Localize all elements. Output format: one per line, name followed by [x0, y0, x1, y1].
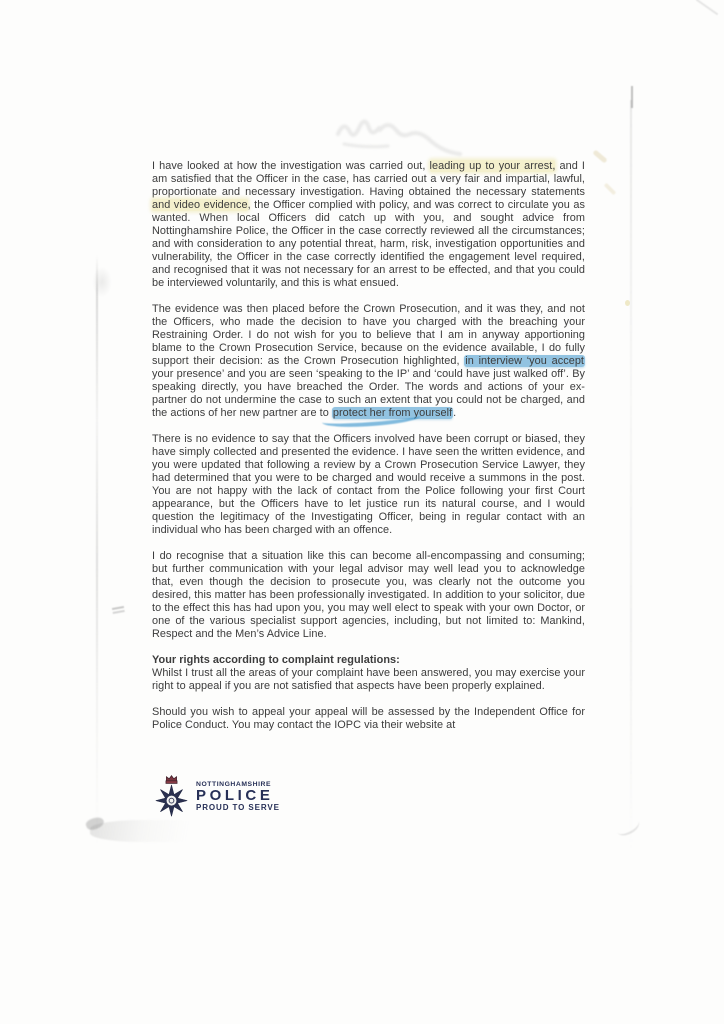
scan-smudge — [90, 820, 220, 842]
logo-police-wordmark: POLICE — [196, 787, 274, 804]
section-heading: Your rights according to complaint regulations: — [152, 654, 400, 666]
scan-mark — [614, 815, 642, 839]
faint-pencil-scribble — [300, 100, 520, 162]
letter-body — [152, 160, 585, 745]
scan-smudge — [88, 260, 116, 304]
yellow-highlight: and video evidence — [152, 199, 248, 211]
paragraph-rights: Whilst I trust all the areas of your complaint have been answered, you may exercise your right to appeal if you are not satisfied that aspects have been properly explained. — [152, 667, 585, 692]
scan-edge-shadow-right — [630, 100, 632, 850]
text-run: The evidence was then placed before the Crown Prosecution, and it was they, and not the Officers, who made the decision to have you charged with the breaching your Restraining Order. I do not wish for you to believe that I am in anyway apportioning blame to the Crown Prosecution Service, because on the evidence available, I do fully support their decision: as the Crown Prosecution highlighted, — [152, 303, 585, 367]
yellow-highlight: leading up to your arrest, — [429, 160, 556, 172]
scan-mark — [696, 0, 718, 15]
paragraph-crown-prosecution — [152, 303, 585, 420]
blue-highlight: in interview ‘you accept — [465, 355, 584, 367]
paragraph-appeal: Should you wish to appeal your appeal will be assessed by the Independent Office for Police Conduct. You may contact the IOPC via their website at — [152, 706, 585, 731]
logo-tagline: PROUD TO SERVE — [196, 803, 280, 812]
text-run: . — [453, 407, 457, 419]
pencil-mark — [112, 606, 124, 610]
scan-edge-shadow-left — [96, 255, 98, 845]
text-run: I have looked at how the investigation was carried out, — [152, 160, 430, 172]
scan-smudge — [85, 815, 106, 832]
text-run: your presence’ and you are seen ‘speaking to the IP’ and ‘could have just walked off’. By speaking directly, you have breached the Order. The words and actions of your ex-partner do not undermine the case to such an extent that you could not be charged, and the actions of her new partner are to — [152, 368, 585, 419]
scan-speck — [625, 300, 630, 306]
blue-highlight-with-tail: protect her from yourself — [332, 407, 453, 419]
logo-force-name: NOTTINGHAMSHIRE — [196, 781, 272, 788]
text-run: and I am satisfied that the Officer in the case, has carried out a very fair and impartial, lawful, proportionate and necessary investigation. Having obtained the necessary statements — [152, 160, 585, 198]
scan-mark — [631, 86, 633, 108]
scan-streak — [604, 183, 617, 196]
text-run: , the Officer complied with policy, and was correct to circulate you as wanted. When local Officers did catch up with you, and sought advice from Nottinghamshire Police, the Officer in the case correctly reviewed all the circumstances; and with consideration to any potential threat, harm, risk, investigation opportunities and vulnerability, the Officer in the case correctly identified the engagement level required, and recognised that it was not necessary for an arrest to be effected, and that you could be interviewed voluntarily, and this is what ensued. — [152, 199, 585, 289]
police-logo-text — [196, 771, 280, 813]
nottinghamshire-police-logo — [153, 771, 280, 821]
paragraph-recognition: I do recognise that a situation like this can become all-encompassing and consuming; but further communication with your legal advisor may well lead you to acknowledge that, even though the decision to prosecute you, was clearly not the outcome you desired, this matter has been professionally investigated. In addition to your solicitor, due to the effect this has had upon you, you may well elect to speak with your own Doctor, or one of the various specialist support agencies, including, but not limited to: Mankind, Respect and the Men’s Advice Line. — [152, 550, 585, 640]
scan-streak — [592, 149, 607, 163]
police-badge-icon — [153, 771, 190, 821]
paragraph-investigation — [152, 160, 585, 290]
paragraph-no-evidence: There is no evidence to say that the Officers involved have been corrupt or biased, they have simply collected and presented the evidence. I have seen the written evidence, and you were updated that following a review by a Crown Prosecution Service Lawyer, they had determined that you were to be charged and would receive a summons in the post. You are not happy with the lack of contact from the Police following your first Court appearance, but the Officers have to let justice run its natural course, and I would question the legitimacy of the Investigating Officer, being in regular contact with an individual who has been charged with an offence. — [152, 433, 585, 536]
